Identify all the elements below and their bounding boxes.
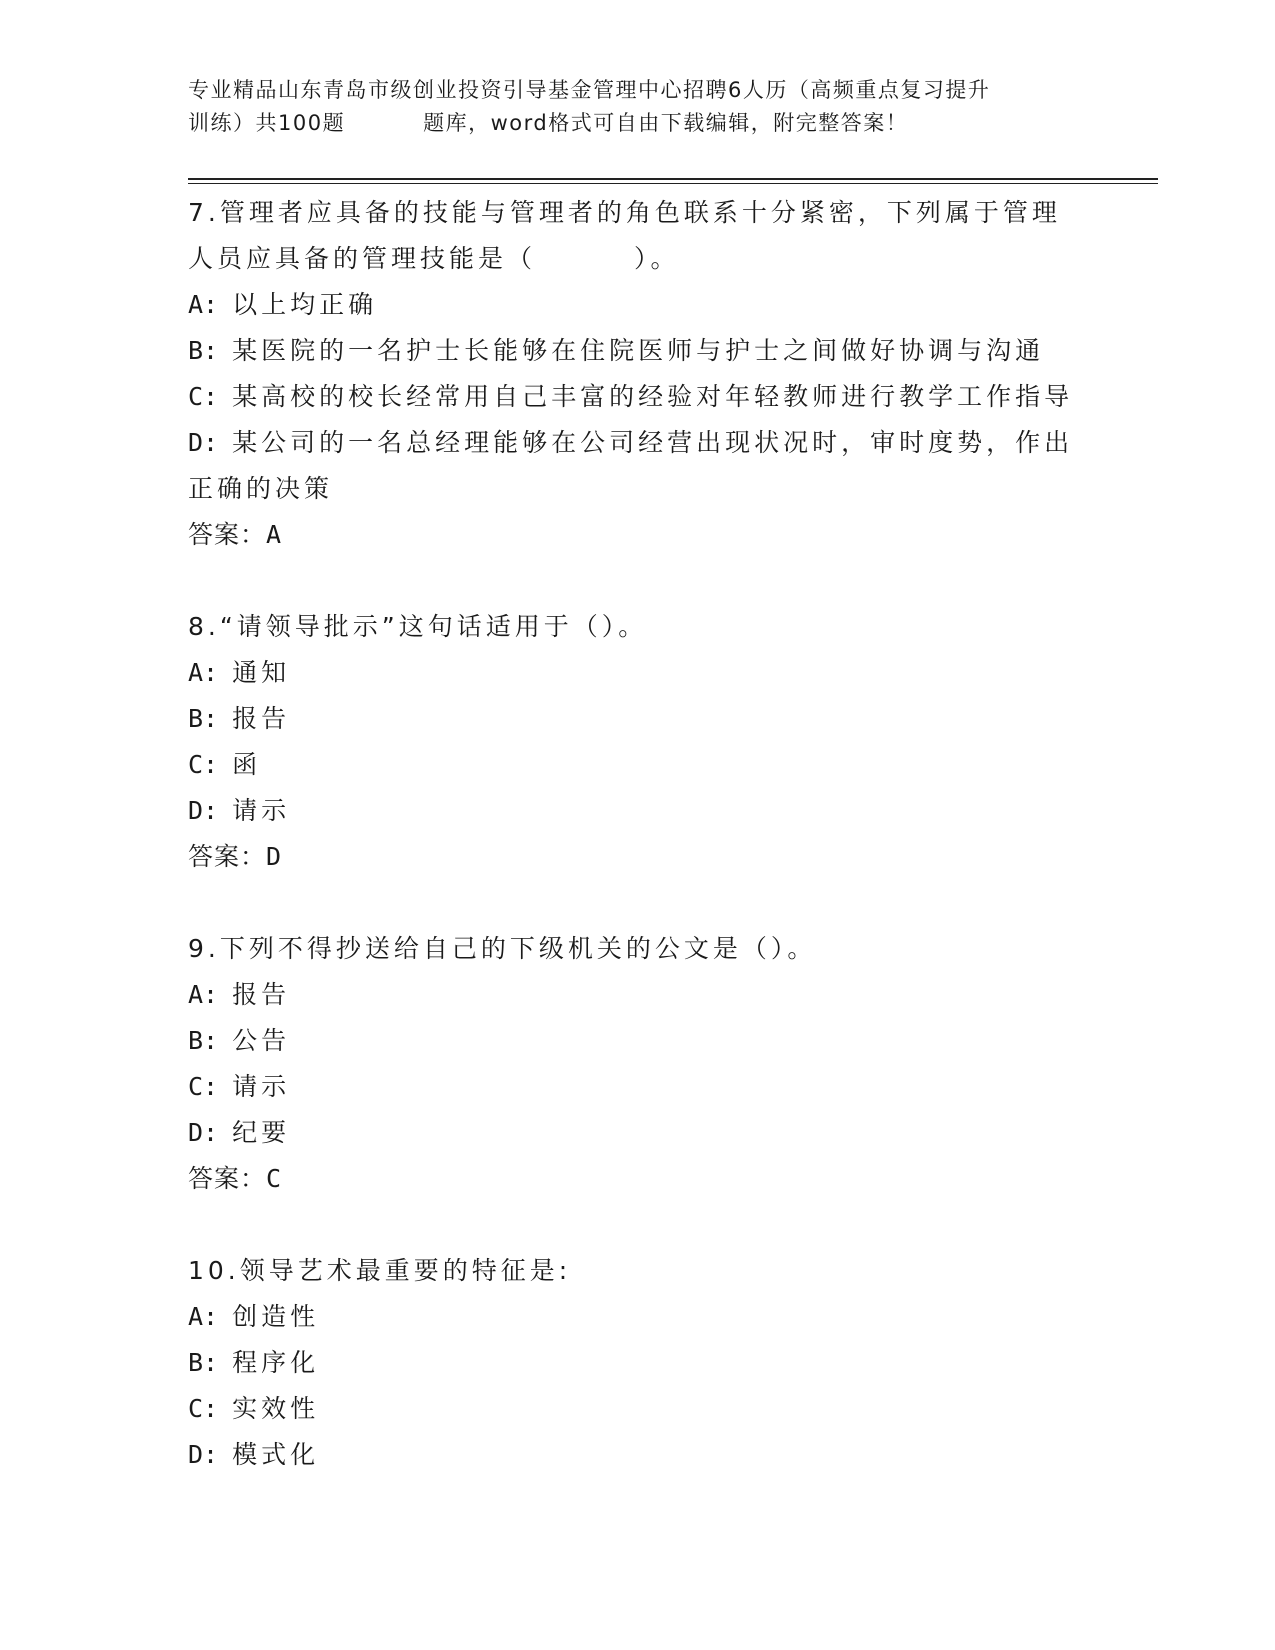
option-b: B: 报告: [188, 704, 291, 733]
question-stem: 7.管理者应具备的技能与管理者的角色联系十分紧密，下列属于管理 人员应具备的管理技能是（ ）。: [188, 198, 1061, 273]
question-10: [188, 1248, 1088, 1478]
question-7: [188, 190, 1088, 558]
question-9: [188, 926, 1088, 1202]
answer: 答案：A: [188, 520, 283, 549]
option-d: D: 纪要: [188, 1118, 291, 1147]
option-a: A: 以上均正确: [188, 290, 378, 319]
option-d: D: 模式化: [188, 1440, 320, 1469]
document-header: [188, 74, 1088, 140]
option-c: C: 某高校的校长经常用自己丰富的经验对年轻教师进行教学工作指导: [188, 382, 1074, 411]
option-c: C: 请示: [188, 1072, 291, 1101]
option-b: B: 程序化: [188, 1348, 320, 1377]
option-b: B: 公告: [188, 1026, 291, 1055]
option-d: D: 请示: [188, 796, 291, 825]
header-rule-thin: [188, 183, 1158, 184]
option-b: B: 某医院的一名护士长能够在住院医师与护士之间做好协调与沟通: [188, 336, 1045, 365]
question-8: [188, 604, 1088, 880]
option-c: C: 实效性: [188, 1394, 320, 1423]
question-list: [188, 190, 1088, 1524]
header-line-2-left: 训练）共100题: [188, 111, 346, 135]
option-d: D: 某公司的一名总经理能够在公司经营出现状况时，审时度势，作出正确的决策: [188, 428, 1074, 503]
option-c: C: 函: [188, 750, 262, 779]
answer: 答案：D: [188, 842, 283, 871]
option-a: A: 通知: [188, 658, 291, 687]
option-a: A: 报告: [188, 980, 291, 1009]
question-stem: 8.“请领导批示”这句话适用于（）。: [188, 612, 648, 641]
question-stem: 9.下列不得抄送给自己的下级机关的公文是（）。: [188, 934, 817, 963]
header-line-2-right: 题库，word格式可自由下载编辑，附完整答案！: [423, 111, 909, 135]
header-rule-thick: [188, 178, 1158, 180]
option-a: A: 创造性: [188, 1302, 320, 1331]
question-stem: 10.领导艺术最重要的特征是:: [188, 1256, 572, 1285]
header-line-2: [188, 107, 1088, 140]
header-line-1: 专业精品山东青岛市级创业投资引导基金管理中心招聘6人历（高频重点复习提升: [188, 78, 991, 102]
answer: 答案：C: [188, 1164, 283, 1193]
